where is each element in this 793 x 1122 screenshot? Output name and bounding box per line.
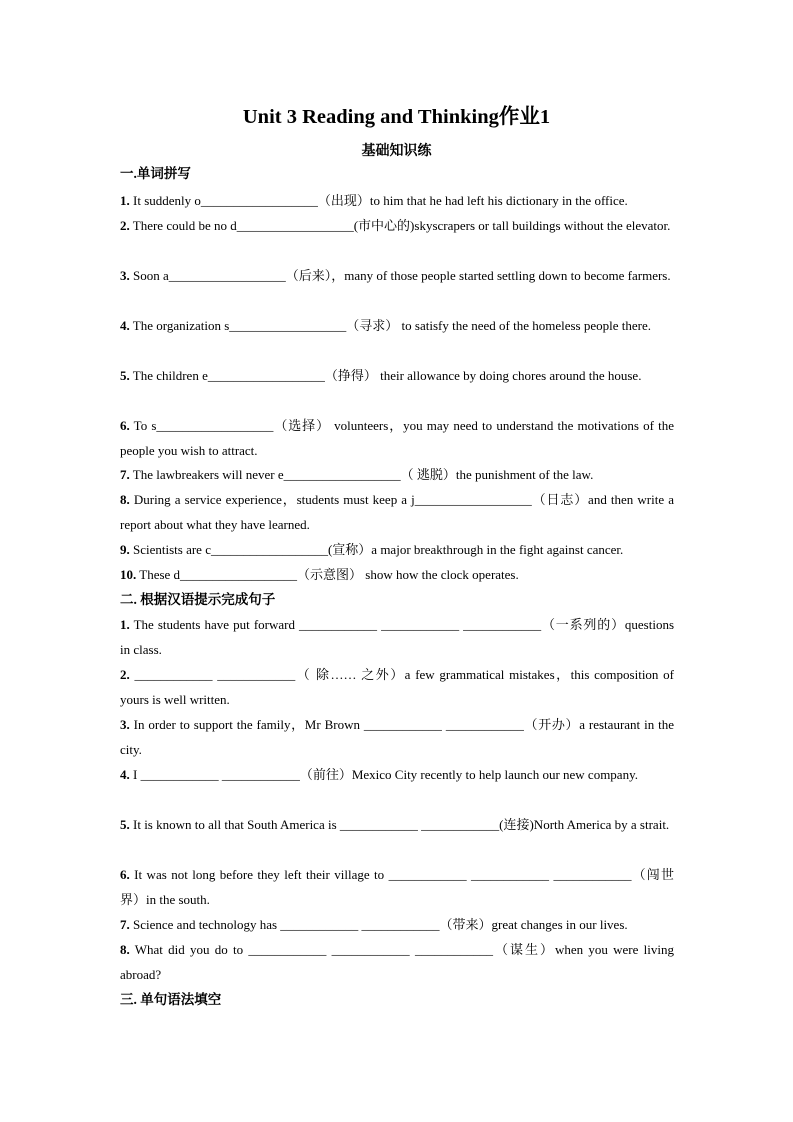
exercise-item: 8. What did you do to ____________ ____________ ____________（谋生）when you were living abroad?: [120, 942, 674, 982]
exercise-item: 1. It suddenly o__________________（出现）to him that he had left his dictionary in the office.: [120, 193, 628, 208]
exercise-item: 1. The students have put forward ____________ ____________ ____________（一系列的）questions in class.: [120, 617, 674, 657]
exercise-item: 7. Science and technology has ____________ ____________（带来）great changes in our lives.: [120, 917, 628, 932]
exercise-item: 8. During a service experience，students must keep a j__________________（日志）and then write a report about what they have learned.: [120, 492, 674, 532]
section-heading: 三. 单句语法填空: [120, 992, 222, 1007]
exercise-item: 2. ____________ ____________（ 除…… 之外）a few grammatical mistakes，this composition of yours is well written.: [120, 667, 674, 707]
exercise-item: 7. The lawbreakers will never e__________________（ 逃脱）the punishment of the law.: [120, 467, 594, 482]
exercise-item: 6. To s__________________（选择） volunteers，you may need to understand the motivations of the people you wish to attract.: [120, 418, 674, 458]
exercise-item: 5. It is known to all that South America is ____________ ____________(连接)North America by a strait.: [120, 817, 670, 832]
section-heading: 二. 根据汉语提示完成句子: [120, 592, 276, 607]
page-title: Unit 3 Reading and Thinking作业1: [242, 106, 551, 128]
exercise-item: 5. The children e__________________（挣得） their allowance by doing chores around the house.: [120, 368, 642, 383]
exercise-item: 4. The organization s__________________（寻求） to satisfy the need of the homeless people there.: [120, 318, 651, 333]
section-heading: 一.单词拼写: [120, 166, 191, 181]
exercise-item: 9. Scientists are c__________________(宣称）a major breakthrough in the fight against cancer.: [120, 542, 624, 557]
exercise-item: 3. In order to support the family，Mr Brown ____________ ____________（开办）a restaurant in the city.: [120, 717, 674, 757]
exercise-item: 4. I ____________ ____________（前往）Mexico City recently to help launch our new company.: [120, 767, 638, 782]
exercise-item: 3. Soon a__________________（后来），many of those people started settling down to become farmers.: [120, 268, 671, 283]
exercise-item: 10. These d__________________（示意图） show how the clock operates.: [120, 567, 519, 582]
exercise-item: 6. It was not long before they left their village to ____________ ____________ ____________（闯世界）in the south.: [120, 867, 674, 907]
exercise-item: 2. There could be no d__________________(市中心的)skyscrapers or tall buildings without the elevator.: [120, 218, 671, 233]
page-subtitle: 基础知识练: [361, 144, 432, 159]
